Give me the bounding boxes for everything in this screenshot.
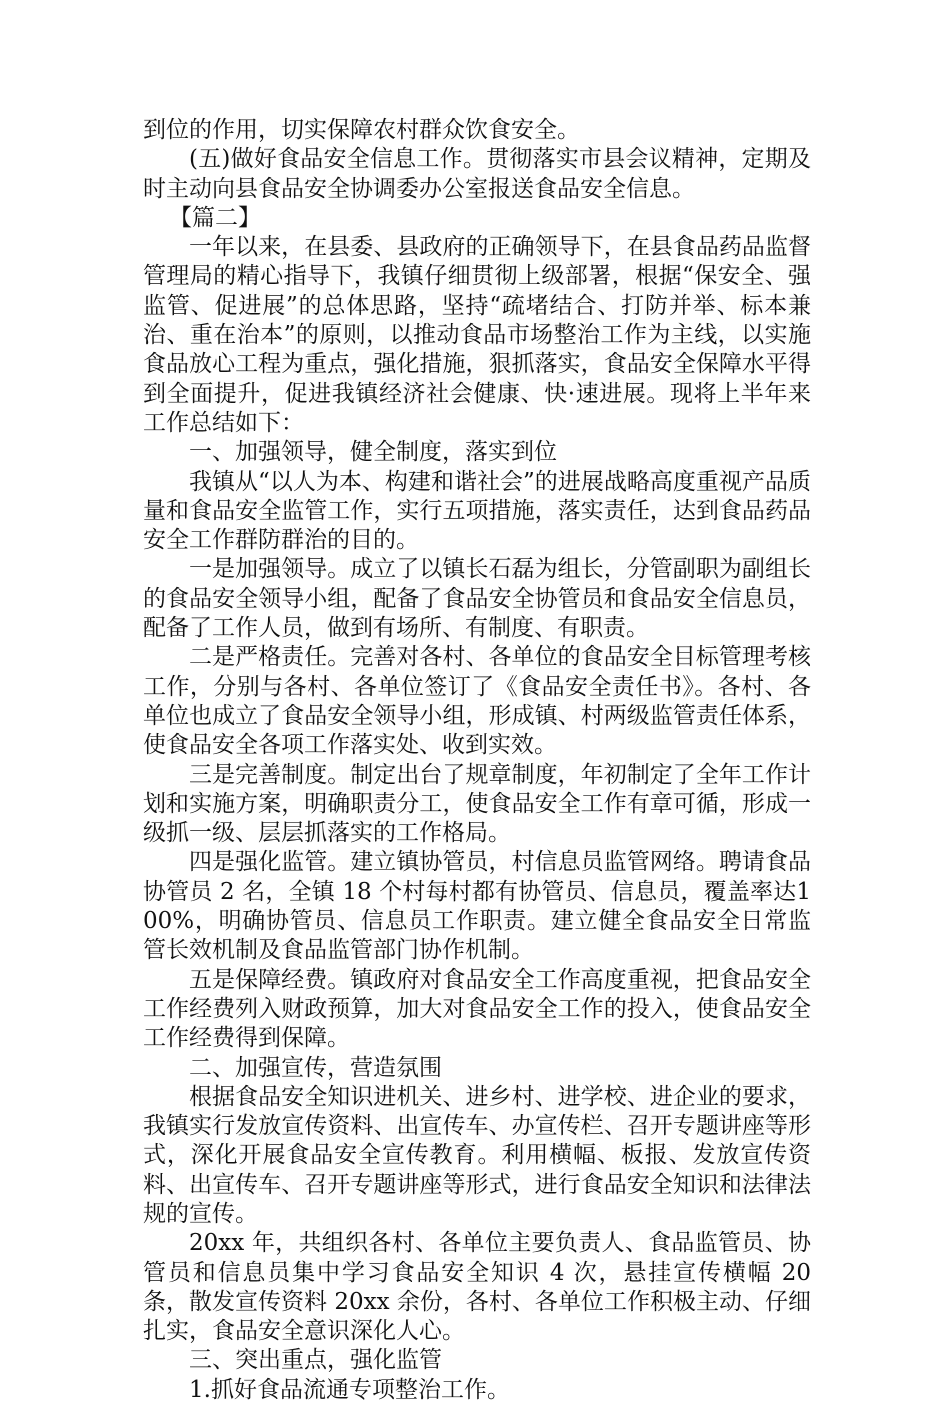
paragraph-measure-four: 四是强化监管。建立镇协管员，村信息员监管网络。聘请食品协管员 2 名，全镇 18 个村每村都有协管员、信息员，覆盖率达100%，明确协管员、信息员工作职责。建立健全食品安全日常监管长效机制及食品监管部门协作机制。 <box>143 849 811 964</box>
heading-section-two: 二、加强宣传，营造氛围 <box>189 1054 442 1081</box>
paragraph-item-1: 1.抓好食品流通专项整治工作。 <box>189 1376 510 1403</box>
paragraph-measure-two: 二是严格责任。完善对各村、各单位的食品安全目标管理考核工作，分别与各村、各单位签订了《食品安全责任书》。各村、各单位也成立了食品安全领导小组，形成镇、村两级监管责任体系，使食品安全各项工作落实处、收到实效。 <box>143 644 811 759</box>
paragraph-section-one-intro: 我镇从“以人为本、构建和谐社会”的进展战略高度重视产品质量和食品安全监管工作，实行五项措施，落实责任，达到食品药品安全工作群防群治的目的。 <box>143 468 811 554</box>
heading-section-three: 三、突出重点，强化监管 <box>189 1347 442 1374</box>
paragraph-intro-continuation: 到位的作用，切实保障农村群众饮食安全。 <box>143 117 580 143</box>
paragraph-training-stats: 20xx 年，共组织各村、各单位主要负责人、食品监管员、协管员和信息员集中学习食品安全知识 4 次，悬挂宣传横幅 20 条，散发宣传资料 20xx 余份，各村、各单位工作积极主动、仔细扎实，食品安全意识深化人心。 <box>143 1230 811 1345</box>
paragraph-publicity: 根据食品安全知识进机关、进乡村、进学校、进企业的要求，我镇实行发放宣传资料、出宣传车、办宣传栏、召开专题讲座等形式，深化开展食品安全宣传教育。利用横幅、板报、发放宣传资料、出宣传车、召开专题讲座等形式，进行食品安全知识和法律法规的宣传。 <box>143 1083 811 1227</box>
paragraph-measure-three: 三是完善制度。制定出台了规章制度，年初制定了全年工作计划和实施方案，明确职责分工，使食品安全工作有章可循，形成一级抓一级、层层抓落实的工作格局。 <box>143 761 811 847</box>
paragraph-item-five: (五)做好食品安全信息工作。贯彻落实市县会议精神，定期及时主动向县食品安全协调委办公室报送食品安全信息。 <box>143 146 811 202</box>
paragraph-measure-five: 五是保障经费。镇政府对食品安全工作高度重视，把食品安全工作经费列入财政预算，加大对食品安全工作的投入，使食品安全工作经费得到保障。 <box>143 966 811 1052</box>
heading-section-one: 一、加强领导，健全制度，落实到位 <box>189 439 557 466</box>
section-heading-part-two: 【篇二】 <box>169 204 261 231</box>
paragraph-measure-one: 一是加强领导。成立了以镇长石磊为组长，分管副职为副组长的食品安全领导小组，配备了食品安全协管员和食品安全信息员，配备了工作人员，做到有场所、有制度、有职责。 <box>143 556 811 642</box>
paragraph-overview: 一年以来，在县委、县政府的正确领导下，在县食品药品监督管理局的精心指导下，我镇仔细贯彻上级部署，根据“保安全、强监管、促进展”的总体思路，坚持“疏堵结合、打防并举、标本兼治、重在治本”的原则，以推动食品市场整治工作为主线，以实施食品放心工程为重点，强化措施，狠抓落实，食品安全保障水平得到全面提升，促进我镇经济社会健康、快·速进展。现将上半年来工作总结如下： <box>143 234 811 436</box>
document-page <box>143 116 811 1405</box>
